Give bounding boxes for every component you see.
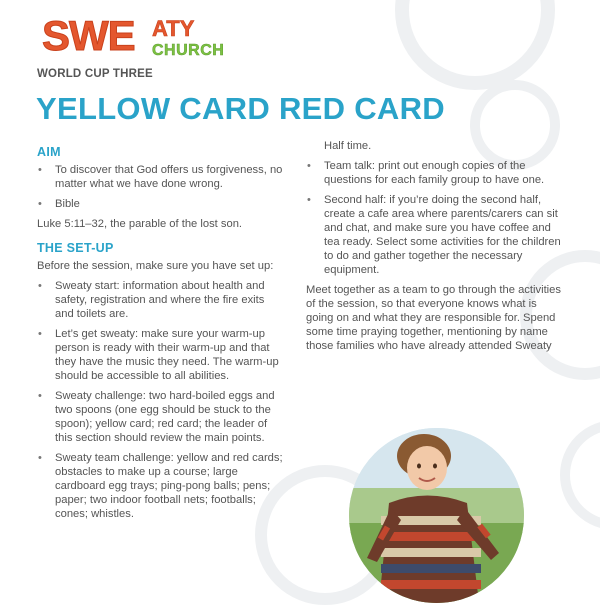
bullet-icon: • [38,328,42,340]
setup-list [37,279,284,521]
page-title: YELLOW CARD RED CARD [36,91,445,126]
child-running-photo [349,428,524,603]
bullet-icon: • [38,452,42,464]
list-item: • Bible [38,198,80,210]
bullet-icon: • [38,164,42,176]
team-meeting-paragraph: Meet together as a team to go through the activities of the session, so that everyone knows what is going on and what they are responsible for. Spend some time praying together, mentioning by name those families who have already attended Sweaty [306,284,561,352]
svg-text:SWE: SWE [42,12,135,58]
bible-reference: Luke 5:11–32, the parable of the lost son. [37,218,243,230]
decor-ring [395,0,555,90]
svg-text:ATY: ATY [152,16,195,41]
list-item: • Sweaty start: information about health and safety, registration and where the fire exits and toilets are. [38,280,265,320]
setup-heading: THE SET-UP [37,241,114,255]
bullet-icon: • [307,160,311,172]
svg-text:CHURCH: CHURCH [152,42,225,58]
bullet-icon: • [307,194,311,206]
bullet-icon: • [38,280,42,292]
list-item: • Sweaty challenge: two hard-boiled eggs and two spoons (one egg should be stuck to the spoon); yellow card; red card; the leader of this section should review the main points. [38,390,275,444]
list-item: • Second half: if you’re doing the second half, create a cafe area where parents/carers can sit and chat, and make sure you have coffee and tea ready. Select some activities for the children to do and gather together the necessary equipment. [307,194,561,276]
decor-ring [560,420,600,530]
section-kicker: WORLD CUP THREE [37,68,153,80]
list-item: • Sweaty team challenge: yellow and red cards; obstacles to make up a course; large cardboard egg trays; ping-pong balls; pens; paper; two indoor football nets; footballs; cones; whistles. [38,452,283,520]
list-item: • Team talk: print out enough copies of the questions for each family group to have one. [307,160,545,186]
left-column [37,145,284,527]
right-list [306,159,564,277]
bullet-icon: • [38,198,42,210]
list-item: • To discover that God offers us forgiveness, no matter what we have done wrong. [38,164,283,190]
list-item: • Let’s get sweaty: make sure your warm-up person is ready with their warm-up and that they have the music they need. The warm-up should be accessible to all abilities. [38,328,279,382]
right-column [306,139,564,359]
sweaty-church-logo [40,10,245,58]
halftime-text: Half time. [324,140,372,152]
setup-intro: Before the session, make sure you have set up: [37,260,274,272]
bullet-icon: • [38,390,42,402]
aim-heading: AIM [37,145,61,159]
aim-list [37,163,284,211]
